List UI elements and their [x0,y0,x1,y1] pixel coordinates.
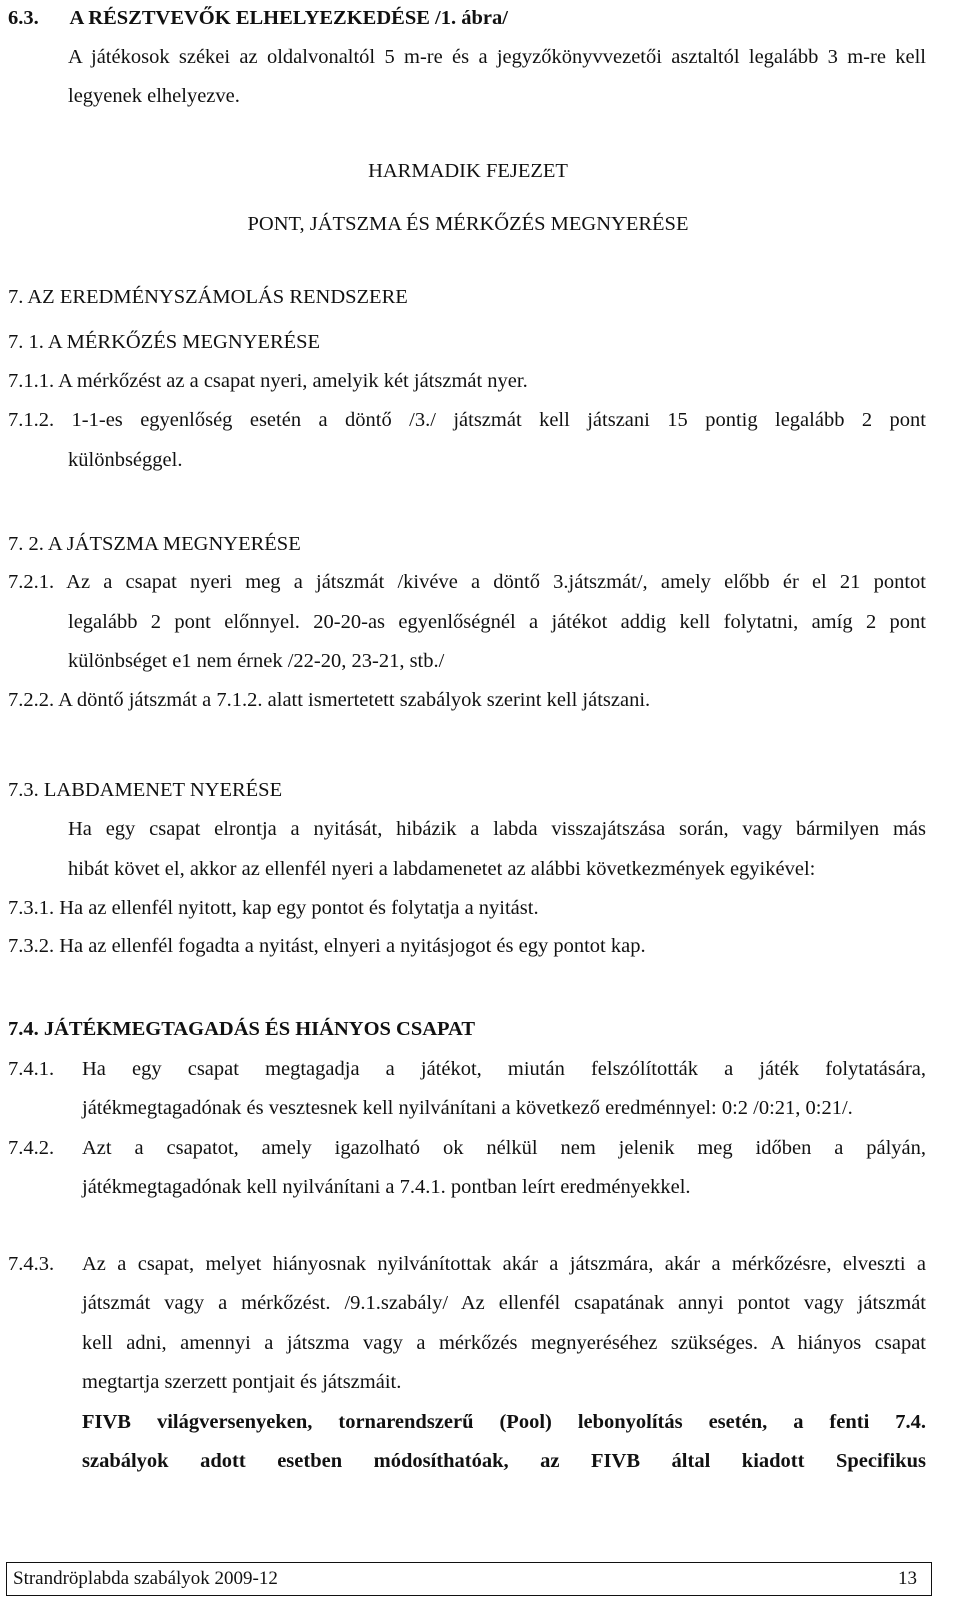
section-7-2-heading: 7. 2. A JÁTSZMA MEGNYERÉSE [8,533,301,555]
section-6-3-text-line-1: A játékosok székei az oldalvonaltól 5 m-re és a jegyzőkönyvvezetői asztaltól legalább 3 m-re kell [68,46,926,68]
footer-page-number: 13 [898,1568,917,1589]
rule-7-4-2-line-1: Azt a csapatot, amely igazolható ok nélkül nem jelenik meg időben a pályán, [82,1137,926,1159]
rule-7-4-2-number: 7.4.2. [8,1137,55,1159]
section-7-1-heading: 7. 1. A MÉRKŐZÉS MEGNYERÉSE [8,331,321,353]
section-7-4-heading: 7.4. JÁTÉKMEGTAGADÁS ÉS HIÁNYOS CSAPAT [8,1018,476,1040]
rule-7-2-2: 7.2.2. A döntő játszmát a 7.1.2. alatt ismertetett szabályok szerint kell játszani. [8,689,651,711]
rule-7-2-1-line-2: legalább 2 pont előnnyel. 20-20-as egyenlőségnél a játékot addig kell folytatni, amíg 2 pont [68,611,926,633]
rule-7-4-1-line-2: játékmegtagadónak és vesztesnek kell nyilvánítani a következő eredménnyel: 0:2 /0:21, 0:21/. [82,1097,853,1119]
footer-document-title: Strandröplabda szabályok 2009-12 [13,1568,278,1589]
rule-7-3-1: 7.3.1. Ha az ellenfél nyitott, kap egy pontot és folytatja a nyitást. [8,897,539,919]
rule-7-4-1-number: 7.4.1. [8,1058,55,1080]
rule-7-3-2: 7.3.2. Ha az ellenfél fogadta a nyitást, elnyeri a nyitásjogot és egy pontot kap. [8,935,646,957]
rule-7-4-3-line-1: Az a csapat, melyet hiányosnak nyilvánítottak akár a játszmára, akár a mérkőzésre, elveszti a [82,1253,926,1275]
section-6-3-heading: 6.3. A RÉSZTVEVŐK ELHELYEZKEDÉSE /1. ábra/ [8,7,508,29]
chapter-number: HARMADIK FEJEZET [368,160,568,182]
rule-7-4-3-line-2: játszmát vagy a mérkőzést. /9.1.szabály/ Az ellenfél csapatának annyi pontot vagy játszmát [82,1292,926,1314]
section-7-heading: 7. AZ EREDMÉNYSZÁMOLÁS RENDSZERE [8,286,408,308]
section-7-3-heading: 7.3. LABDAMENET NYERÉSE [8,779,283,801]
fivb-note-line-2: szabályok adott esetben módosíthatóak, az FIVB által kiadott Specifikus [82,1450,926,1472]
section-7-3-intro-line-1: Ha egy csapat elrontja a nyitását, hibázik a labda visszajátszása során, vagy bármilyen más [68,818,926,840]
rule-7-1-1: 7.1.1. A mérkőzést az a csapat nyeri, amelyik két játszmát nyer. [8,370,528,392]
rule-7-4-3-line-4: megtartja szerzett pontjait és játszmáit. [82,1371,402,1393]
rule-7-2-1-line-3: különbséget e1 nem érnek /22-20, 23-21, stb./ [68,650,445,672]
fivb-note-line-1: FIVB világversenyeken, tornarendszerű (Pool) lebonyolítás esetén, a fenti 7.4. [82,1411,926,1433]
rule-7-1-2-line-1: 7.1.2. 1-1-es egyenlőség esetén a döntő /3./ játszmát kell játszani 15 pontig legalább 2 pont [8,409,926,431]
rule-7-2-1-line-1: 7.2.1. Az a csapat nyeri meg a játszmát /kivéve a döntő 3.játszmát/, amely előbb ér el 21 pontot [8,571,926,593]
section-7-3-intro-line-2: hibát követ el, akkor az ellenfél nyeri a labdamenetet az alábbi következmények egyikével: [68,858,816,880]
rule-7-4-3-number: 7.4.3. [8,1253,55,1275]
rule-7-4-2-line-2: játékmegtagadónak kell nyilvánítani a 7.4.1. pontban leírt eredményekkel. [82,1176,691,1198]
rule-7-1-2-line-2: különbséggel. [68,449,183,471]
rule-7-4-1-line-1: Ha egy csapat megtagadja a játékot, miután felszólították a játék folytatására, [82,1058,926,1080]
rule-7-4-3-line-3: kell adni, amennyi a játszma vagy a mérkőzés megnyeréséhez szükséges. A hiányos csapat [82,1332,926,1354]
section-6-3-text-line-2: legyenek elhelyezve. [68,85,240,107]
page-footer [6,1562,932,1596]
chapter-title: PONT, JÁTSZMA ÉS MÉRKŐZÉS MEGNYERÉSE [247,213,689,235]
